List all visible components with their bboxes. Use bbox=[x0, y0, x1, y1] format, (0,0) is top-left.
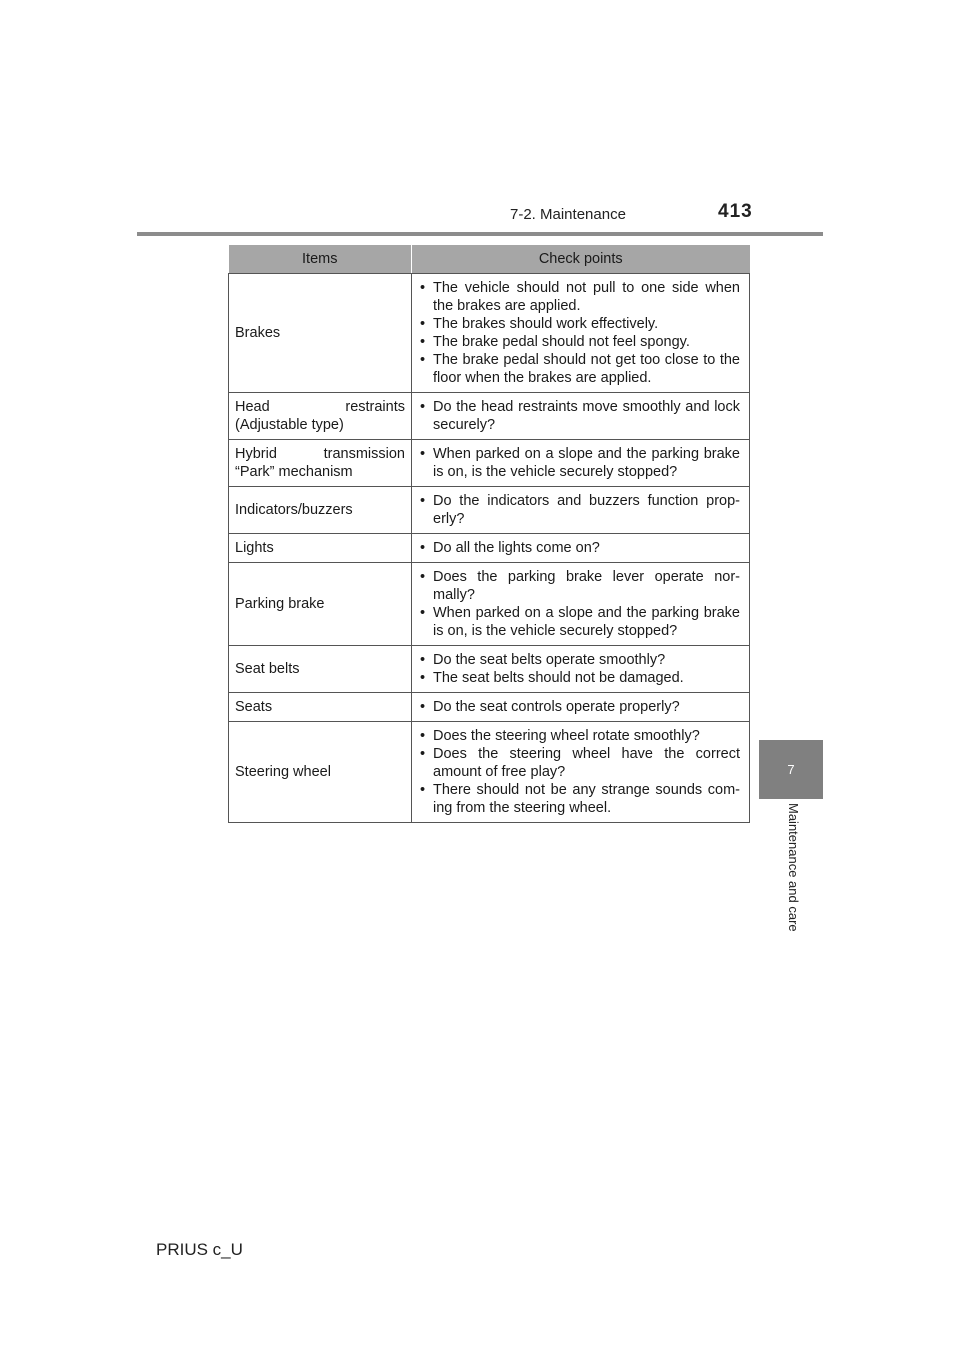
check-points-cell bbox=[412, 393, 750, 440]
section-title: 7-2. Maintenance bbox=[510, 206, 626, 223]
item-cell bbox=[229, 693, 412, 722]
check-points-list bbox=[420, 568, 740, 640]
table-row bbox=[229, 274, 750, 393]
table-header-row bbox=[229, 245, 750, 274]
check-point-item: • The brake pedal should not get too close to the floor when the brakes are applied. bbox=[420, 351, 740, 387]
check-points-list bbox=[420, 445, 740, 481]
check-point-item: • The brakes should work effectively. bbox=[420, 315, 740, 333]
table-body bbox=[229, 274, 750, 823]
check-points-cell bbox=[412, 646, 750, 693]
table-row bbox=[229, 722, 750, 823]
check-points-list bbox=[420, 539, 740, 557]
check-point-item: • Do the indicators and buzzers function prop- erly? bbox=[420, 492, 740, 528]
check-point-item: • Does the parking brake lever operate nor- mally? bbox=[420, 568, 740, 604]
item-label: Parking brake bbox=[235, 596, 325, 612]
check-points-list bbox=[420, 492, 740, 528]
item-label: Head restraints (Adjustable type) bbox=[235, 399, 405, 433]
check-point-item: • The seat belts should not be damaged. bbox=[420, 669, 740, 687]
check-points-list bbox=[420, 398, 740, 434]
check-point-item: • Do all the lights come on? bbox=[420, 539, 740, 557]
check-points-table bbox=[228, 245, 750, 823]
model-code: PRIUS c_U bbox=[156, 1240, 243, 1259]
item-cell bbox=[229, 563, 412, 646]
check-point-item: • When parked on a slope and the parking brake is on, is the vehicle securely stopped? bbox=[420, 604, 740, 640]
page-number: 413 bbox=[718, 201, 753, 222]
chapter-label: Maintenance and care bbox=[786, 803, 801, 932]
check-point-item: • Do the seat belts operate smoothly? bbox=[420, 651, 740, 669]
chapter-number: 7 bbox=[787, 762, 795, 777]
check-points-list bbox=[420, 279, 740, 387]
item-cell bbox=[229, 274, 412, 393]
item-cell bbox=[229, 722, 412, 823]
table-row bbox=[229, 440, 750, 487]
check-points-list bbox=[420, 698, 740, 716]
check-points-cell bbox=[412, 722, 750, 823]
table-row bbox=[229, 693, 750, 722]
check-points-list bbox=[420, 651, 740, 687]
item-label: Seat belts bbox=[235, 661, 300, 677]
header-divider bbox=[137, 232, 823, 236]
item-cell bbox=[229, 534, 412, 563]
item-label: Steering wheel bbox=[235, 764, 331, 780]
check-point-item: • There should not be any strange sounds com- ing from the steering wheel. bbox=[420, 781, 740, 817]
check-points-cell bbox=[412, 274, 750, 393]
check-point-item: • Do the head restraints move smoothly and lock securely? bbox=[420, 398, 740, 434]
check-points-cell bbox=[412, 487, 750, 534]
check-points-cell bbox=[412, 440, 750, 487]
check-point-item: • When parked on a slope and the parking brake is on, is the vehicle securely stopped? bbox=[420, 445, 740, 481]
item-label: Lights bbox=[235, 540, 274, 556]
table-row bbox=[229, 563, 750, 646]
column-header-items: Items bbox=[229, 245, 412, 274]
item-label: Indicators/buzzers bbox=[235, 502, 353, 518]
table-row bbox=[229, 534, 750, 563]
item-cell bbox=[229, 393, 412, 440]
check-points-cell bbox=[412, 563, 750, 646]
item-cell bbox=[229, 487, 412, 534]
table-row bbox=[229, 393, 750, 440]
check-point-item: • Do the seat controls operate properly? bbox=[420, 698, 740, 716]
column-header-check-points: Check points bbox=[412, 245, 750, 274]
item-label: Hybrid transmission “Park” mechanism bbox=[235, 446, 405, 480]
table-row bbox=[229, 646, 750, 693]
check-point-item: • Does the steering wheel have the correct amount of free play? bbox=[420, 745, 740, 781]
item-label: Seats bbox=[235, 699, 273, 715]
check-points-cell bbox=[412, 534, 750, 563]
check-points-cell bbox=[412, 693, 750, 722]
check-points-list bbox=[420, 727, 740, 817]
check-point-item: • Does the steering wheel rotate smoothly? bbox=[420, 727, 740, 745]
check-point-item: • The brake pedal should not feel spongy. bbox=[420, 333, 740, 351]
item-cell bbox=[229, 646, 412, 693]
item-label: Brakes bbox=[235, 325, 281, 341]
check-point-item: • The vehicle should not pull to one side when the brakes are applied. bbox=[420, 279, 740, 315]
chapter-tab bbox=[759, 740, 823, 799]
item-cell bbox=[229, 440, 412, 487]
table-row bbox=[229, 487, 750, 534]
